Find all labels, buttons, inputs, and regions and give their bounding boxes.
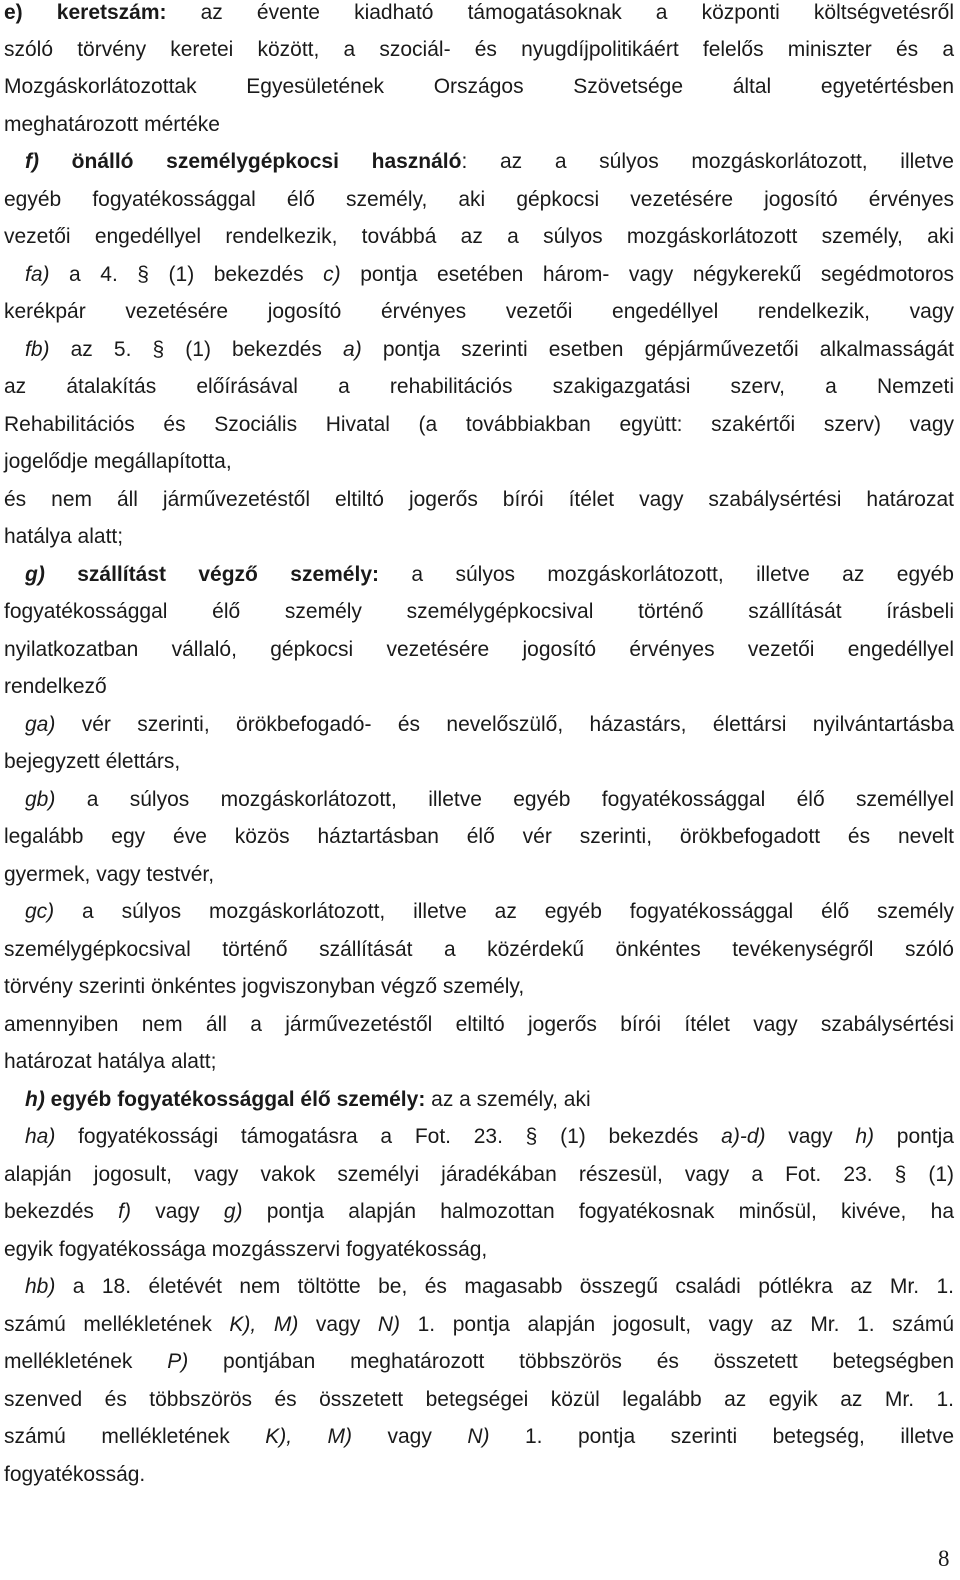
text-span: a) xyxy=(343,338,362,361)
text-span: g) xyxy=(223,1200,243,1223)
definition-f-letter: f) xyxy=(25,150,39,173)
text-span: vagy xyxy=(298,1313,378,1336)
text-span: vezetői engedéllyel rendelkezik, továbbá az a súlyos mozgáskorlátozott személy, aki xyxy=(4,225,954,248)
text-span: c) xyxy=(323,263,341,286)
text-span: pontja xyxy=(874,1125,954,1148)
text-span: és nem áll járművezetéstől eltiltó jogerős bírói ítélet vagy szabálysértési határozat xyxy=(4,488,954,511)
text-span: N) xyxy=(467,1425,490,1448)
definition-e-term: e) keretszám: xyxy=(4,1,167,24)
item-hb-line-3 xyxy=(4,1349,954,1375)
definition-h-letter: h) xyxy=(25,1088,45,1111)
text-span: egyéb fogyatékossággal élő személy, aki gépkocsi vezetésére jogosító érvényes xyxy=(4,188,954,211)
text-span: : az a súlyos mozgáskorlátozott, illetve xyxy=(461,150,954,173)
definition-e-line-1 xyxy=(4,0,954,26)
definition-g-line-2 xyxy=(4,599,954,625)
text-span: az évente kiadható támogatásoknak a központi költségvetésről xyxy=(166,1,954,24)
item-ha-line-3 xyxy=(4,1199,954,1225)
item-fb-line-4 xyxy=(4,449,954,475)
text-span: f) xyxy=(118,1200,131,1223)
text-span: szenved és többszörös és összetett betegségei közül legalább az egyik az Mr. 1. xyxy=(4,1388,954,1411)
text-span: pontja esetében három- vagy négykerekű segédmotoros xyxy=(340,263,954,286)
item-fb-line-2 xyxy=(4,374,954,400)
text-span: a súlyos mozgáskorlátozott, illetve az egyéb xyxy=(379,563,954,586)
item-fb-label: fb) xyxy=(25,338,50,361)
text-span: rendelkező xyxy=(4,675,107,698)
text-span: pontjában meghatározott többszörös és összetett betegségben xyxy=(188,1350,954,1373)
definition-h-line-1 xyxy=(25,1087,954,1113)
definition-e-line-3 xyxy=(4,74,954,100)
page-number: 8 xyxy=(938,1546,950,1571)
definition-f-tail-1 xyxy=(4,487,954,513)
definition-g-term: szállítást végző személy: xyxy=(44,563,379,586)
definition-f-line-1 xyxy=(25,149,954,175)
text-span: személygépkocsival történő szállítását a közérdekű önkéntes tevékenységről szóló xyxy=(4,938,954,961)
item-ga-label: ga) xyxy=(25,713,56,736)
text-span: jogelődje megállapította, xyxy=(4,450,232,473)
text-span: K), M) xyxy=(265,1425,352,1448)
text-span: fogyatékossággal élő személy személygépkocsival történő szállítását írásbeli xyxy=(4,600,954,623)
text-span: az átalakítás előírásával a rehabilitációs szakigazgatási szerv, a Nemzeti xyxy=(4,375,954,398)
item-gc-line-2 xyxy=(4,937,954,963)
text-span: 1. pontja szerinti betegség, illetve xyxy=(489,1425,955,1448)
text-span: Mozgáskorlátozottak Egyesületének Országos Szövetsége által egyetértésben xyxy=(4,75,954,98)
text-span: törvény szerinti önkéntes jogviszonyban végző személy, xyxy=(4,975,525,998)
item-ga-line-1 xyxy=(25,712,954,738)
definition-h-term: egyéb fogyatékossággal élő személy: xyxy=(44,1088,426,1111)
item-gc-line-3 xyxy=(4,974,954,1000)
text-span: alapján jogosult, vagy vakok személyi járadékában részesül, vagy a Fot. 23. § (1) xyxy=(4,1163,954,1186)
text-span: Rehabilitációs és Szociális Hivatal (a továbbiakban együtt: szakértői szerv) vagy xyxy=(4,413,954,436)
text-span: meghatározott mértéke xyxy=(4,113,220,136)
item-hb-line-1 xyxy=(25,1274,954,1300)
item-ha-line-1 xyxy=(25,1124,954,1150)
item-hb-line-2 xyxy=(4,1312,954,1338)
item-gb-label: gb) xyxy=(25,788,56,811)
text-span: az a személy, aki xyxy=(425,1088,591,1111)
text-span: számú mellékletének xyxy=(4,1313,230,1336)
text-span: K), M) xyxy=(229,1313,299,1336)
text-span: legalább egy éve közös háztartásban élő vér szerinti, örökbefogadott és nevelt xyxy=(4,825,954,848)
text-span: vér szerinti, örökbefogadó- és nevelőszülő, házastárs, élettársi nyilvántartásba xyxy=(55,713,954,736)
text-span: gyermek, vagy testvér, xyxy=(4,863,215,886)
definition-g-line-1 xyxy=(25,562,954,588)
text-span: hatálya alatt; xyxy=(4,525,124,548)
text-span: a súlyos mozgáskorlátozott, illetve az egyéb fogyatékossággal élő személy xyxy=(54,900,954,923)
definition-f-tail-2 xyxy=(4,524,954,550)
text-span: határozat hatálya alatt; xyxy=(4,1050,217,1073)
text-span: amennyiben nem áll a járművezetéstől eltiltó jogerős bírói ítélet vagy szabálysértési xyxy=(4,1013,954,1036)
text-span: 1. pontja alapján jogosult, vagy az Mr. 1. számú xyxy=(400,1313,955,1336)
text-span: fogyatékossági támogatásra a Fot. 23. § (1) bekezdés xyxy=(55,1125,722,1148)
text-span: h) xyxy=(855,1125,875,1148)
text-span: egyik fogyatékossága mozgásszervi fogyatékosság, xyxy=(4,1238,488,1261)
definition-f-line-2 xyxy=(4,187,954,213)
item-ha-line-2 xyxy=(4,1162,954,1188)
text-span: bejegyzett élettárs, xyxy=(4,750,181,773)
definition-g-line-4 xyxy=(4,674,954,700)
item-gb-line-1 xyxy=(25,787,954,813)
text-span: számú mellékletének xyxy=(4,1425,266,1448)
item-gb-line-2 xyxy=(4,824,954,850)
text-span: N) xyxy=(377,1313,401,1336)
text-span: pontja szerinti esetben gépjárművezetői alkalmasságát xyxy=(361,338,954,361)
item-fb-line-3 xyxy=(4,412,954,438)
text-span: mellékletének xyxy=(4,1350,168,1373)
item-fa-label: fa) xyxy=(25,263,50,286)
definition-g-tail-2 xyxy=(4,1049,954,1075)
item-gc-label: gc) xyxy=(25,900,55,923)
text-span: vagy xyxy=(352,1425,468,1448)
item-fa-line-1 xyxy=(25,262,954,288)
text-span: kerékpár vezetésére jogosító érvényes vezetői engedéllyel rendelkezik, vagy xyxy=(4,300,954,323)
definition-f-line-3 xyxy=(4,224,954,250)
text-span: bekezdés xyxy=(4,1200,119,1223)
item-fb-line-1 xyxy=(25,337,954,363)
text-span: nyilatkozatban vállaló, gépkocsi vezetésére jogosító érvényes vezetői engedéllyel xyxy=(4,638,954,661)
text-span: az 5. § (1) bekezdés xyxy=(49,338,344,361)
item-hb-line-6 xyxy=(4,1462,954,1488)
text-span: P) xyxy=(167,1350,189,1373)
definition-g-letter: g) xyxy=(25,563,45,586)
item-hb-label: hb) xyxy=(25,1275,56,1298)
text-span: fogyatékosság. xyxy=(4,1463,146,1486)
text-span: a)-d) xyxy=(721,1125,766,1148)
text-span: a 18. életévét nem töltötte be, és magasabb összegű családi pótlékra az Mr. 1. xyxy=(55,1275,954,1298)
definition-e-line-4 xyxy=(4,112,954,138)
item-hb-line-4 xyxy=(4,1387,954,1413)
definition-g-line-3 xyxy=(4,637,954,663)
item-hb-line-5 xyxy=(4,1424,954,1450)
text-span: pontja alapján halmozottan fogyatékosnak minősül, kivéve, ha xyxy=(242,1200,955,1223)
item-ga-line-2 xyxy=(4,749,954,775)
text-span: szóló törvény keretei között, a szociál- és nyugdíjpolitikáért felelős miniszter és a xyxy=(4,38,954,61)
definition-f-term: önálló személygépkocsi használó xyxy=(39,150,462,173)
item-gc-line-1 xyxy=(25,899,954,925)
item-gb-line-3 xyxy=(4,862,954,888)
definition-g-tail-1 xyxy=(4,1012,954,1038)
text-span: a 4. § (1) bekezdés xyxy=(49,263,324,286)
item-ha-label: ha) xyxy=(25,1125,56,1148)
definition-e-line-2 xyxy=(4,37,954,63)
text-span: vagy xyxy=(765,1125,856,1148)
text-span: vagy xyxy=(130,1200,224,1223)
item-ha-line-4 xyxy=(4,1237,954,1263)
item-fa-line-2 xyxy=(4,299,954,325)
text-span: a súlyos mozgáskorlátozott, illetve egyéb fogyatékossággal élő személlyel xyxy=(55,788,954,811)
